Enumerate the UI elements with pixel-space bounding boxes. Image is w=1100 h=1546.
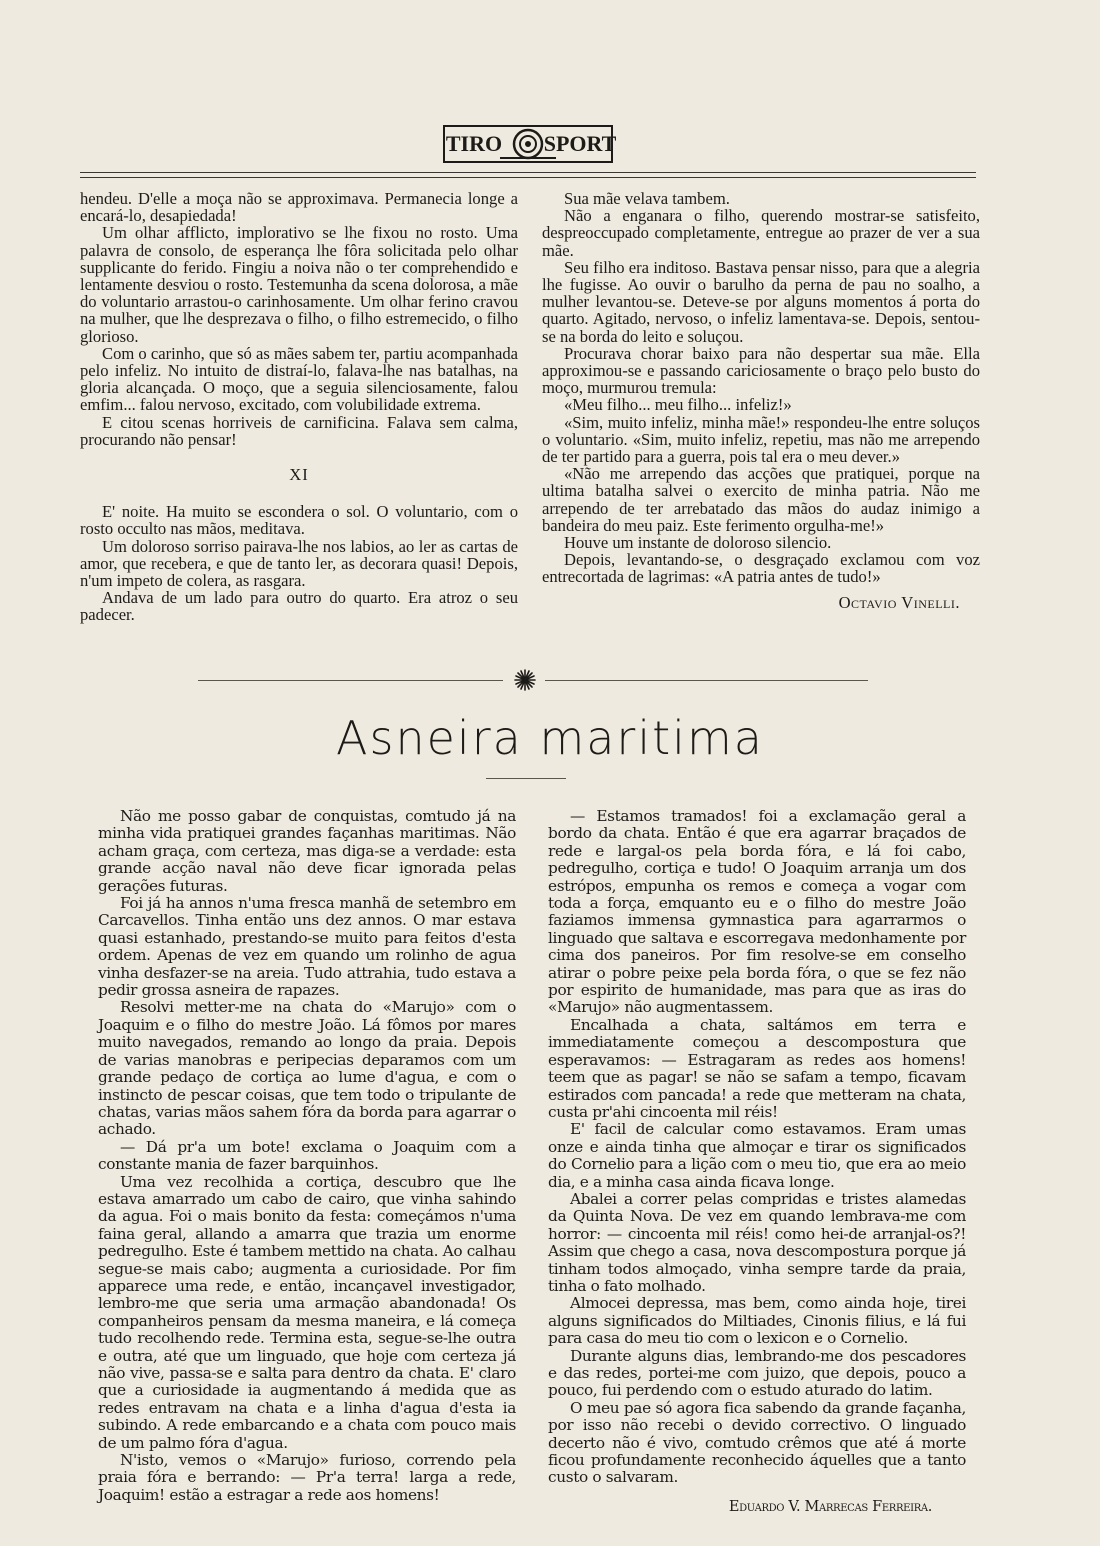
header-rule-top [80,172,976,173]
paragraph: Resolvi metter-me na chata do «Marujo» com o Joaquim e o filho do mestre João. Lá fômos por mares muito navegados, remando ao longo da praia. Depois de varias manobras e peripecias deparamos com um grande pedaço de cortiça ao lume d'agua, e com o instincto de pescar coisas, que tem todo o tripulante de chatas, varias mãos sahem fóra da borda para agarrar o achado. [98,998,516,1139]
paragraph: Almocei depressa, mas bem, como ainda hoje, tirei alguns significados do Miltiades, Cinonis filius, e lá fui para casa do meu tio com o lexicon e o Cornelio. [548,1294,966,1348]
paragraph: Andava de um lado para outro do quarto. Era atroz o seu padecer. [80,588,518,625]
paragraph: — Dá pr'a um bote! exclama o Joaquim com a constante mania de fazer barquinhos. [98,1137,516,1174]
story2-column-right [548,808,966,1516]
paragraph: O meu pae só agora fica sabendo da grande façanha, por isso não recebi o devido correctivo. O linguado decerto não é vivo, comtudo crêmos que até á morte ficou profundamente reconhecido áquelles que a tanto custo o salvaram. [548,1398,966,1487]
paragraph: Um olhar afflicto, implorativo se lhe fixou no rosto. Uma palavra de consolo, de esperança lhe fôra solicitada pelo olhar supplicante do ferido. Fingiu a noiva não o ter comprehendido e lentamente desviou o rosto. Testemunha da scena dolorosa, a mãe do voluntario arrastou-o carinhosamente. Um olhar ferino cravou na mulher, que lhe desprezava o filho, o filho estremecido, o filho glorioso. [80,223,518,346]
paragraph: N'isto, vemos o «Marujo» furioso, correndo pela praia fóra e berrando: — Pr'a terra! larga a rede, Joaquim! estão a estragar a rede aos homens! [98,1451,516,1504]
paragraph: E' facil de calcular como estavamos. Eram umas onze e ainda tinha que almoçar e tirar os significados do Cornelio para a lição com o meu tio, que era ao meio dia, e a minha casa ainda ficava longe. [548,1120,966,1191]
paragraph: Não me posso gabar de conquistas, comtudo já na minha vida pratiquei grandes façanhas maritimas. Não acham graça, com certeza, mas diga-se a verdade: esta grande acção naval não deve ficar ignorada pelas gerações futuras. [98,807,516,895]
paragraph: Um doloroso sorriso pairava-lhe nos labios, ao ler as cartas de amor, que recebera, e que de tanto ler, as decorara quasi! Depois, n'um impeto de colera, as rasgara. [80,536,518,591]
story1-column-left [80,190,518,624]
paragraph: — Estamos tramados! foi a exclamação geral a bordo da chata. Então é que era agarrar braçados de rede e largal-os pela borda fóra, e lá foi cabo, pedregulho, cortiça e tudo! O Joaquim arranja um dos estrópos, empunha os remos e começa a vogar com toda a força, emquanto eu e o filho do mestre João faziamos immensa gymnastica para agarrarmos o linguado que saltava e escorregava medonhamente por cima dos paneiros. Por fim resolve-se em conselho atirar o pobre peixe pela borda fóra, o que se fez não por espirito de humanidade, mas para que as iras do «Marujo» não augmentassem. [548,807,966,1017]
chapter-heading: XI [289,465,309,485]
masthead-right-word: SPORT [543,131,616,156]
asterisk-flower-icon [513,668,537,692]
paragraph: Uma vez recolhida a cortiça, descubro que lhe estava amarrado um cabo de cairo, que vinha sahindo da agua. Foi o mais bonito da festa: começámos n'uma faina geral, allando a amarra que trazia um enorme pedregulho. Este é tambem mettido na chata. Ao calhau segue-se mais cabo; augmenta a curiosidade. Por fim apparece uma rede, e então, incançavel investigador, lembro-me que seria uma armação abandonada! Os companheiros pensam da mesma maneira, e lá começa tudo recolhendo rede. Termina esta, segue-se-lhe outra e outra, até que um linguado, que hoje com certeza já não vive, passa-se e salta para dentro da chata. E' claro que a curiosidade ia augmentando á medida que as redes entravam na chata e a linha d'agua d'esta ia subindo. A rede embarcando e a chata com pouco mais de um palmo fóra d'agua. [98,1172,516,1452]
paragraph: «Meu filho... meu filho... infeliz!» [564,395,792,415]
masthead-left-word: TIRO [445,131,503,156]
masthead-logo [440,120,616,168]
tiro-sport-masthead-logo [440,120,616,168]
story1-column-right [542,190,980,611]
paragraph: Encalhada a chata, saltámos em terra e immediatamente começou a descompostura que esperavamos: — Estragaram as redes aos homens! teem que as pagar! se não se safam a tempo, ficavam estirados com pancada! a rede que metteram na chata, custa pr'ahi cincoenta mil réis! [548,1015,966,1121]
author-signature: Octavio Vinelli. [838,592,960,612]
paragraph: Abalei a correr pelas compridas e tristes alamedas da Quinta Nova. De vez em quando lembrava-me com horror: — cincoenta mil réis! como hei-de arranjal-os?! Assim que chego a casa, nova descompostura porque já tinham todos almoçado, vinha sempre tarde da praia, tinha o fato molhado. [548,1189,966,1295]
paragraph: Depois, levantando-se, o desgraçado exclamou com voz entrecortada de lagrimas: «A patria antes de tudo!» [542,550,980,587]
paragraph: E citou scenas horriveis de carnificina. Falava sem calma, procurando não pensar! [80,412,518,449]
author-signature: Eduardo V. Marrecas Ferreira. [728,1498,932,1515]
paragraph: Com o carinho, que só as mães sabem ter, partiu acompanhada pelo infeliz. No intuito de distraí-lo, falava-lhe nas batalhas, na gloria alcançada. O moço, que a seguia silenciosamente, falou emfim... falou nervoso, excitado, com volubilidade extrema. [80,343,518,415]
paragraph: Seu filho era inditoso. Bastava pensar nisso, para que a alegria lhe fugisse. Ao ouvir o barulho da perna de pau no soalho, a mulher levantou-se. Deteve-se por alguns momentos á porta do quarto. Agitado, nervoso, o infeliz lamentava-se. Depois, sentou-se na borda do leito e soluçou. [542,257,980,346]
paragraph: «Sim, muito infeliz, minha mãe!» respondeu-lhe entre soluços o voluntario. «Sim, muito infeliz, repetiu, mas não me arrependo de ter partido para a guerra, pois tal era o meu dever.» [542,412,980,467]
section-divider-right [545,680,868,681]
paragraph: Procurava chorar baixo para não despertar sua mãe. Ella approximou-se e passando cariciosamente o braço pelo busto do moço, murmurou tremula: [542,343,980,398]
story2-column-left [98,808,516,1504]
paragraph: E' noite. Ha muito se escondera o sol. O voluntario, com o rosto occulto nas mãos, meditava. [80,502,518,539]
header-rule-bottom [80,177,976,178]
paragraph: Sua mãe velava tambem. [564,189,730,208]
paragraph: hendeu. D'elle a moça não se approximava. Permanecia longe a encará-lo, desapiedada! [80,189,518,226]
paragraph: Houve um instante de doloroso silencio. [564,533,832,553]
title-underline [486,778,566,779]
paragraph: Durante alguns dias, lembrando-me dos pescadores e das redes, portei-me com juizo, que depois, pouco a pouco, fui perdendo com o estudo aturado do latim. [548,1346,966,1400]
paragraph: «Não me arrependo das acções que pratiquei, porque na ultima batalha salvei o exercito de minha patria. Não me arrependo de ter arrebatado das mãos do audaz inimigo a bandeira do meu paiz. Este ferimento orgulha-me!» [542,464,980,535]
article-title: Asneira maritima [336,711,764,765]
section-divider-left [198,680,503,681]
paragraph: Não a enganara o filho, querendo mostrar-se satisfeito, despreoccupado completamente, entregue ao prazer de ver a sua mãe. [542,206,980,260]
paragraph: Foi já ha annos n'uma fresca manhã de setembro em Carcavellos. Tinha então uns dez annos. O mar estava quasi estanhado, prestando-se muito para feitos d'esta ordem. Apenas de vez em quando um rolinho de agua vinha desfazer-se na areia. Tudo attrahia, tudo estava a pedir grossa asneira de rapazes. [98,894,516,1000]
